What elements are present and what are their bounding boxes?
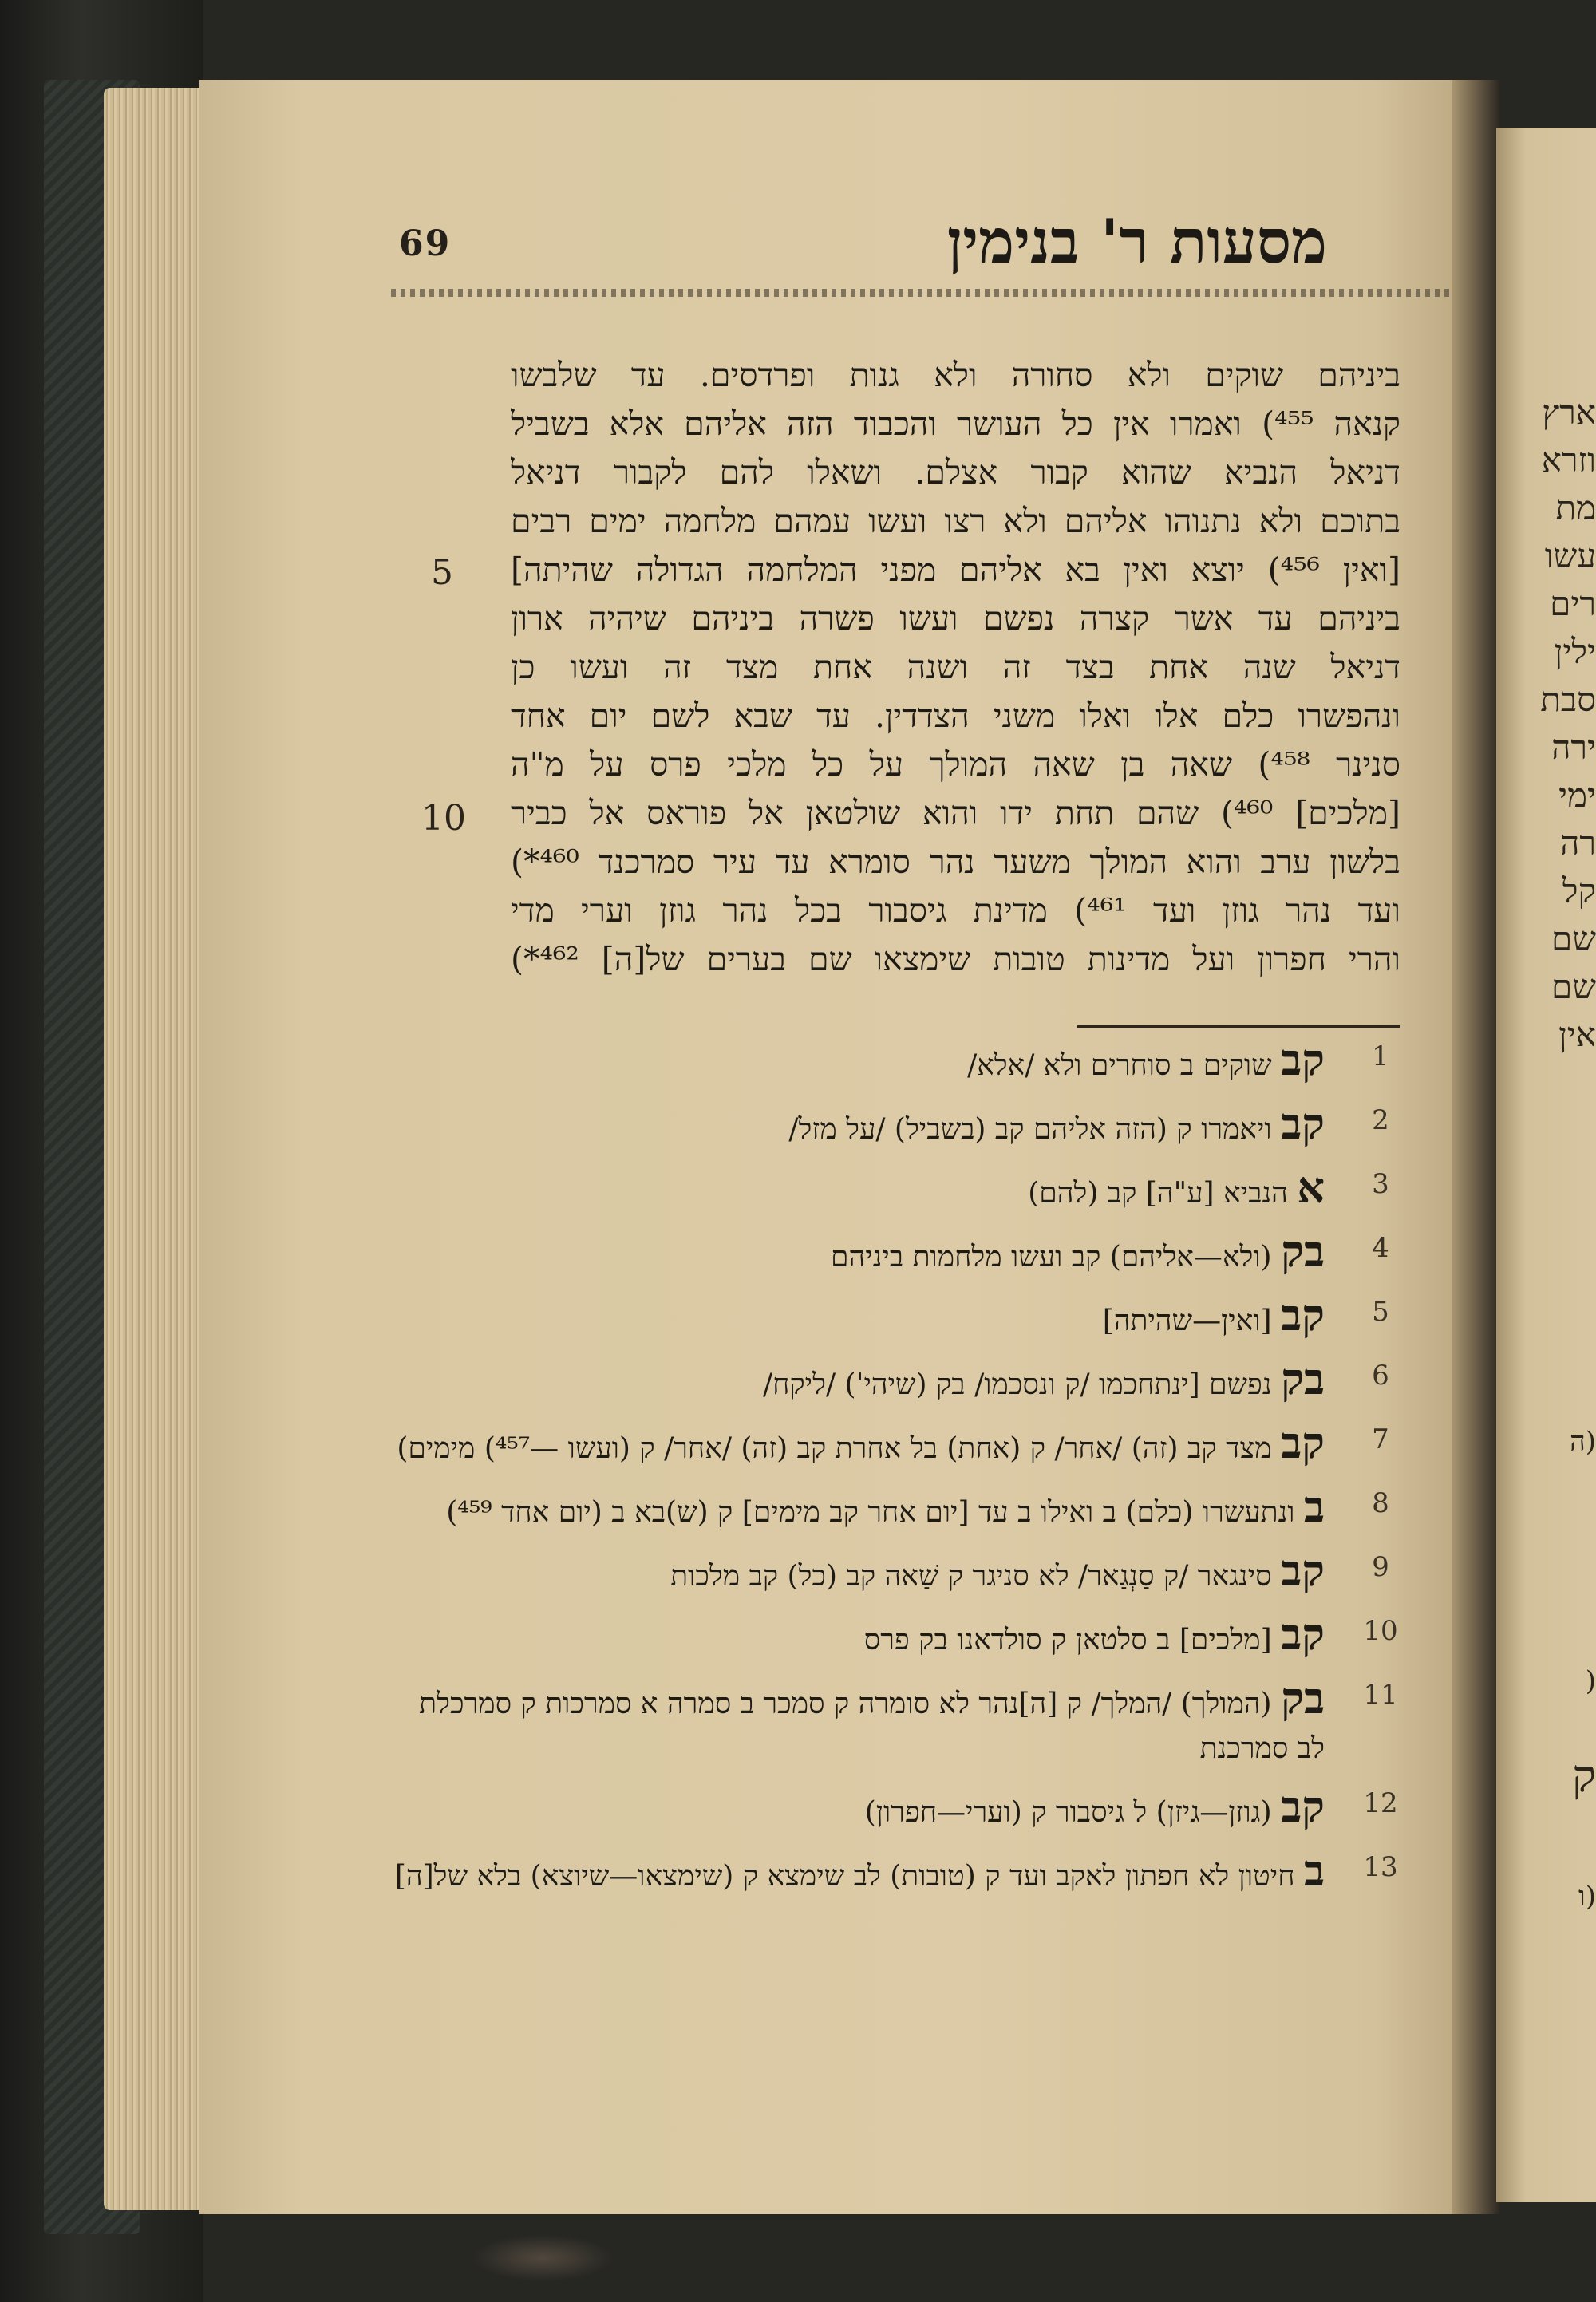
apparatus-line-number: 12: [1363, 1787, 1398, 1819]
apparatus-line-number: 3: [1372, 1168, 1389, 1200]
line-number-marker: 5: [431, 552, 453, 593]
apparatus-text: ונתעשרו (כלם) ב ואילו ב עד [יום אחר קב מימים] ק (ש)בא ב (יום אחד ⁴⁵⁹): [446, 1496, 1295, 1529]
apparatus-text: הנביא [ע"ה] קב (להם): [1028, 1177, 1288, 1210]
apparatus-entry: [383, 1609, 1398, 1663]
main-text: [511, 351, 1400, 984]
facing-page-fragment: סבת: [1540, 680, 1596, 719]
manuscript-siglum: קב: [1281, 1289, 1325, 1341]
apparatus-line-number: 1: [1372, 1040, 1389, 1072]
facing-page-fragment: מת: [1555, 488, 1596, 527]
manuscript-siglum: קב: [1281, 1545, 1325, 1596]
apparatus-line-number: 6: [1372, 1360, 1389, 1392]
apparatus-rule: [1077, 1025, 1400, 1028]
facing-page-fragment: ילין: [1554, 632, 1596, 671]
facing-page-fragment: עשו: [1544, 536, 1596, 575]
apparatus-entry: [383, 1034, 1389, 1088]
apparatus-text: (המולך) /המלך/ ק [ה]נהר לא סומרה ק סמכר ב סמרה א סמרכות ק סמרכלת לב סמרכנת: [419, 1688, 1325, 1765]
book-gutter: [1452, 80, 1500, 2214]
apparatus-line-number: 8: [1372, 1487, 1389, 1519]
text-line: סנינר ⁴⁵⁸) שאה בן שאה המולך על כל מלכי פרס על מ"ה: [511, 745, 1400, 784]
facing-page-fragment: ארץ: [1542, 393, 1596, 432]
apparatus-line-number: 10: [1363, 1615, 1398, 1647]
manuscript-siglum: בק: [1281, 1672, 1325, 1724]
text-line: ביניהם שוקים ולא סחורה ולא גנות ופרדסים. עד שלבשו: [511, 356, 1400, 394]
apparatus-line-number: 13: [1363, 1851, 1398, 1883]
manuscript-siglum: קב: [1281, 1098, 1325, 1149]
text-line: בתוכם ולא נתנוהו אליהם ולא רצו ועשו עמהם מלחמה ימים רבים: [511, 502, 1400, 540]
apparatus-line-number: 4: [1372, 1232, 1389, 1264]
apparatus-entry: [383, 1098, 1389, 1152]
text-line: קנאה ⁴⁵⁵) ואמרו אין כל העושר והכבוד הזה אליהם אלא בשביל: [511, 405, 1400, 443]
apparatus-text: סינגאר /ק סַנְגַאר/ לא סניגר ק שַׁאה קב (כל) קב מלכות: [670, 1560, 1272, 1593]
critical-apparatus: [383, 1034, 1398, 1912]
apparatus-entry: [383, 1162, 1389, 1216]
apparatus-entry: [383, 1672, 1398, 1771]
manuscript-siglum: ב: [1303, 1481, 1325, 1532]
apparatus-line-number: 7: [1372, 1423, 1389, 1455]
text-line: ביניהם עד אשר קצרה נפשם ועשו פשרה ביניהם שיהיה ארון: [511, 599, 1400, 638]
manuscript-siglum: קב: [1281, 1034, 1325, 1085]
facing-page-fragment: אין: [1558, 1015, 1596, 1054]
facing-page-fragment: שם: [1551, 967, 1596, 1006]
apparatus-line-number: 9: [1372, 1551, 1389, 1583]
apparatus-text: ויאמרו ק (הזה אליהם קב (בשביל) /על מזל/: [788, 1113, 1272, 1146]
apparatus-line-number: 11: [1363, 1679, 1398, 1711]
apparatus-text: נפשם [ינתחכמו /ק ונסכמו/ בק (שיהי') /ליקח/: [762, 1368, 1272, 1401]
manuscript-siglum: בק: [1281, 1226, 1325, 1277]
facing-page-fragment: (ה: [1570, 1426, 1596, 1458]
manuscript-siglum: קב: [1281, 1609, 1325, 1660]
facing-page-fragment: ימי: [1558, 776, 1596, 815]
text-line: [מלכים] ⁴⁶⁰) שהם תחת ידו והוא שולטאן אל פוראס אל כביר: [511, 794, 1400, 832]
apparatus-entry: [383, 1781, 1398, 1835]
apparatus-entry: [383, 1845, 1398, 1899]
text-line: דניאל הנביא שהוא קבור אצלם. ושאלו להם לקבור דניאל: [511, 453, 1400, 492]
manuscript-siglum: א: [1297, 1162, 1325, 1213]
apparatus-entry: [383, 1481, 1389, 1535]
line-number-marker: 10: [421, 798, 466, 839]
header-rule: [391, 289, 1572, 297]
apparatus-line-number: 5: [1372, 1296, 1389, 1328]
facing-page-fragment: וזרא: [1541, 440, 1596, 480]
manuscript-siglum: בק: [1281, 1353, 1325, 1404]
facing-page-fragment: ק: [1572, 1751, 1596, 1803]
apparatus-text: (ולא—אליהם) קב ועשו מלחמות ביניהם: [831, 1241, 1272, 1273]
running-title: מסעות ר' בנימין: [946, 206, 1328, 277]
facing-page-fragment: ירה: [1551, 728, 1596, 767]
manuscript-siglum: קב: [1281, 1417, 1325, 1468]
facing-page-fragment: (ו: [1578, 1881, 1596, 1913]
apparatus-text: (גוזן—גיזן) ל גיסבור ק (וערי—חפרון): [864, 1796, 1272, 1829]
apparatus-text: שוקים ב סוחרים ולא /אלא/: [967, 1049, 1272, 1082]
apparatus-text: חיטון לא חפתון לאקב ועד ק (טובות) לב שימצא ק (שימצאו—שיוצא) בלא של[ה]: [394, 1860, 1295, 1893]
apparatus-text: מצד קב (זה) /אחר/ ק (אחת) בל אחרת קב (זה) /אחר/ ק (ועשו —⁴⁵⁷) מימים): [397, 1432, 1272, 1465]
paper-stain: [471, 2234, 614, 2282]
manuscript-siglum: קב: [1281, 1781, 1325, 1832]
text-line: והרי חפרון ועל מדינות טובות שימצאו שם בערים של[ה] ⁴⁶²*): [511, 940, 1400, 978]
facing-page-fragment: (: [1585, 1665, 1596, 1697]
apparatus-line-number: 2: [1372, 1104, 1389, 1136]
text-line: [ואין ⁴⁵⁶) יוצא ואין בא אליהם מפני המלחמה הגדולה שהיתה]: [511, 551, 1400, 589]
apparatus-entry: [383, 1545, 1389, 1599]
manuscript-siglum: ב: [1303, 1845, 1325, 1896]
facing-page: [1496, 128, 1596, 2202]
facing-page-fragment: רה: [1560, 823, 1596, 863]
text-line: בלשון ערב והוא המולך משער נהר סומרא עד עיר סמרכנד ⁴⁶⁰*): [511, 843, 1400, 881]
facing-page-fragment: רים: [1550, 584, 1596, 623]
facing-page-fragment: שם: [1551, 919, 1596, 958]
text-line: ונהפשרו כלם אלו ואלו משני הצדדין. עד שבא לשם יום אחד: [511, 697, 1400, 735]
apparatus-entry: [383, 1226, 1389, 1280]
apparatus-entry: [383, 1353, 1389, 1408]
apparatus-text: [ואין—שהיתה]: [1102, 1305, 1272, 1337]
text-line: דניאל שנה אחת בצד זה ושנה אחת מצד זה ועשו כן: [511, 648, 1400, 686]
facing-page-fragment: קל: [1562, 871, 1596, 910]
apparatus-entry: [383, 1289, 1389, 1344]
text-line: ועד נהר גוזן ועד ⁴⁶¹) מדינת גיסבור בכל נהר גוזן וערי מדי: [511, 891, 1400, 930]
apparatus-text: [מלכים] ב סלטאן ק סולדאנו בק פרס: [863, 1624, 1272, 1656]
page-number: 69: [399, 223, 452, 264]
apparatus-entry: [383, 1417, 1389, 1471]
